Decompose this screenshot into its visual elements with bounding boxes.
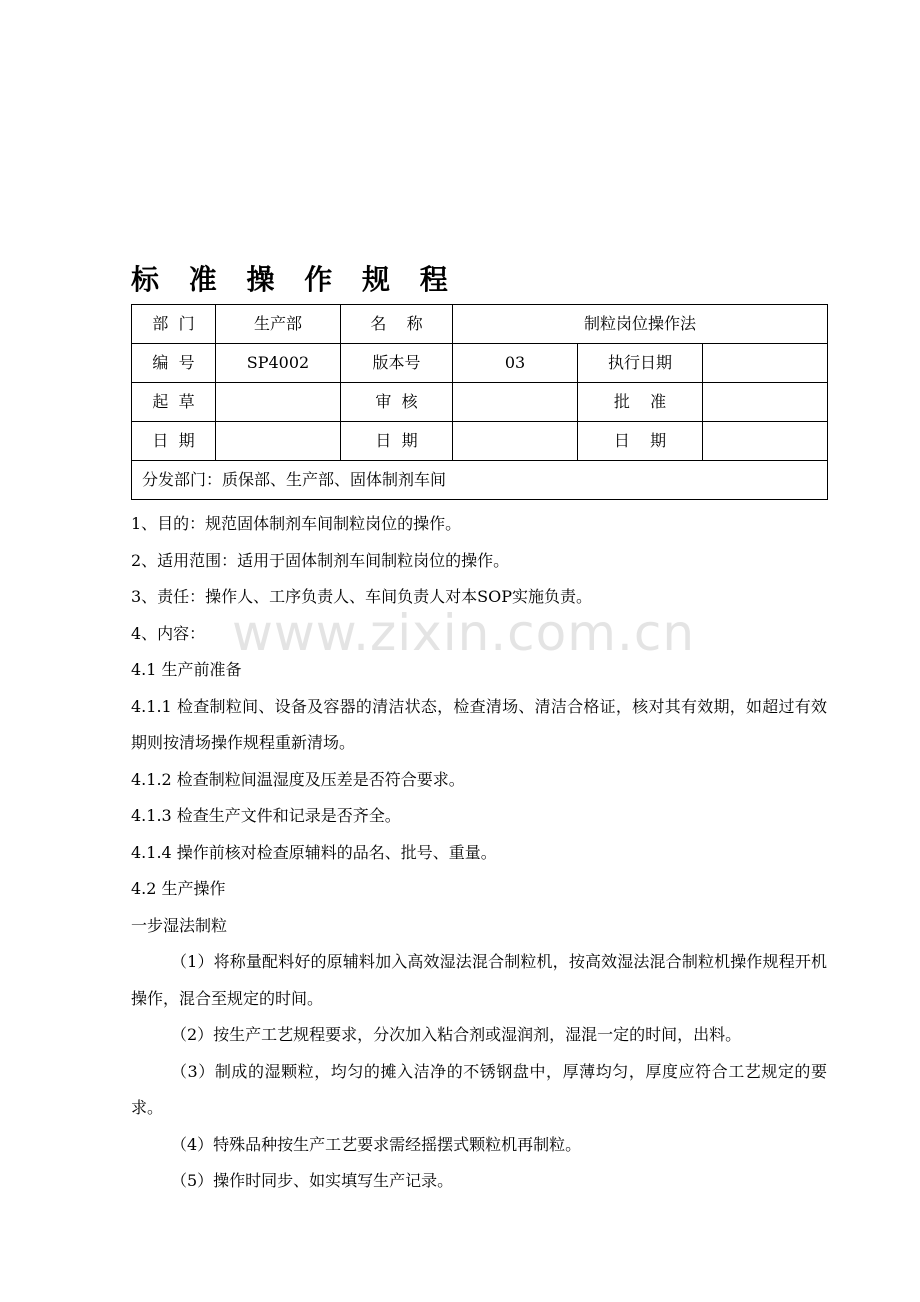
exec-date-value — [703, 344, 828, 383]
item-4-1-4: 4.1.4 操作前核对检查原辅料的品名、批号、重量。 — [131, 842, 497, 862]
step-3: （3）制成的湿颗粒，均匀的摊入洁净的不锈钢盘中，厚薄均匀，厚度应符合工艺规定的要求。 — [131, 1061, 827, 1117]
step-5: （5）操作时同步、如实填写生产记录。 — [171, 1171, 454, 1190]
exec-date-label: 执行日期 — [578, 344, 703, 383]
review-date-value — [453, 422, 578, 461]
draft-value — [216, 383, 341, 422]
table-row — [132, 305, 828, 344]
draft-label: 起 草 — [132, 383, 216, 422]
table-row — [132, 422, 828, 461]
section-responsibility: 3、责任：操作人、工序负责人、车间负责人对本SOP实施负责。 — [131, 587, 593, 606]
table-row — [132, 461, 828, 500]
step-2: （2）按生产工艺规程要求，分次加入粘合剂或湿润剂，湿混一定的时间，出料。 — [171, 1025, 742, 1044]
item-4-1-3: 4.1.3 检查生产文件和记录是否齐全。 — [131, 806, 401, 825]
approve-date-label: 日 期 — [578, 422, 703, 461]
table-row — [132, 383, 828, 422]
code-label: 编 号 — [132, 344, 216, 383]
document-title: 标 准 操 作 规 程 — [131, 263, 458, 296]
version-value: 03 — [453, 344, 578, 383]
approve-date-value — [703, 422, 828, 461]
section-scope: 2、适用范围：适用于固体制剂车间制粒岗位的操作。 — [131, 550, 510, 570]
draft-date-value — [216, 422, 341, 461]
watermark: www.zixin.com.cn — [232, 604, 696, 662]
document-header-table — [131, 304, 828, 500]
item-4-1-2: 4.1.2 检查制粒间温湿度及压差是否符合要求。 — [131, 769, 465, 789]
step-1: （1）将称量配料好的原辅料加入高效湿法混合制粒机，按高效湿法混合制粒机操作规程开机操作，混合至规定的时间。 — [131, 952, 827, 1008]
document-body — [131, 506, 827, 1200]
subsection-wet-granulation: 一步湿法制粒 — [131, 915, 228, 935]
review-label: 审 核 — [341, 383, 453, 422]
draft-date-label: 日 期 — [132, 422, 216, 461]
section-purpose: 1、目的：规范固体制剂车间制粒岗位的操作。 — [131, 514, 462, 533]
code-value: SP4002 — [216, 344, 341, 383]
section-4-1-heading: 4.1 生产前准备 — [131, 660, 242, 679]
dept-value: 生产部 — [216, 305, 341, 344]
approve-label: 批 准 — [578, 383, 703, 422]
review-value — [453, 383, 578, 422]
item-4-1-1: 4.1.1 检查制粒间、设备及容器的清洁状态，检查清场、清洁合格证，核对其有效期，如超过有效期则按清场操作规程重新清场。 — [131, 696, 827, 752]
section-4-2-heading: 4.2 生产操作 — [131, 879, 226, 898]
step-4: （4）特殊品种按生产工艺要求需经摇摆式颗粒机再制粒。 — [171, 1134, 582, 1154]
name-label: 名 称 — [341, 305, 453, 344]
approve-value — [703, 383, 828, 422]
review-date-label: 日 期 — [341, 422, 453, 461]
distribution-departments: 分发部门：质保部、生产部、固体制剂车间 — [132, 461, 828, 500]
name-value: 制粒岗位操作法 — [453, 305, 828, 344]
dept-label: 部 门 — [132, 305, 216, 344]
section-content-heading: 4、内容： — [131, 623, 206, 643]
version-label: 版本号 — [341, 344, 453, 383]
table-row — [132, 344, 828, 383]
